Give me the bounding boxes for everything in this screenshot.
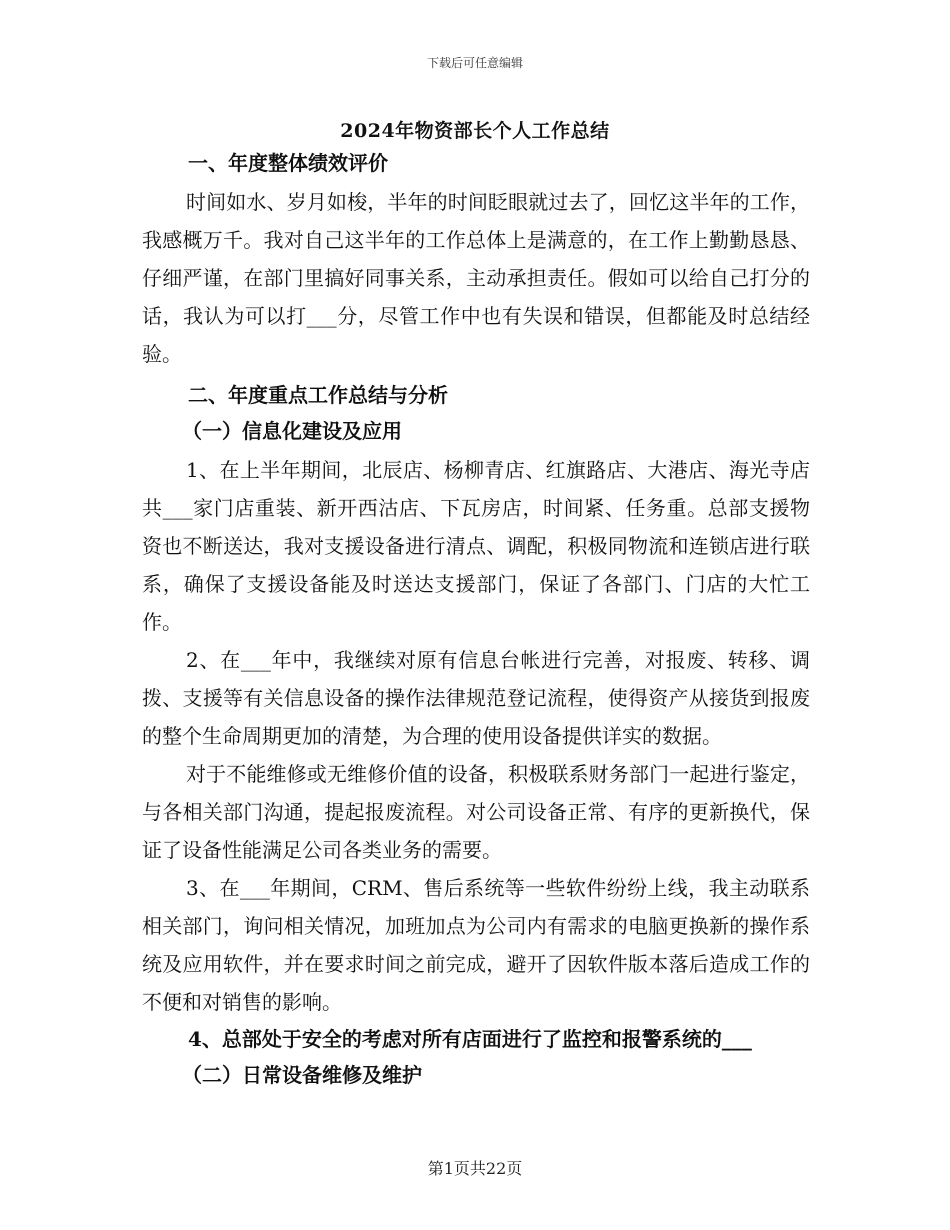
- page-header: 下载后可任意编辑: [426, 56, 523, 70]
- bold-paragraph: 4、总部处于安全的考虑对所有店面进行了监控和报警系统的___: [188, 1027, 752, 1051]
- paragraph: 3、在___年期间，CRM、售后系统等一些软件纷纷上线，我主动联系相关部门，询问相关情况，加班加点为公司内有需求的电脑更换新的操作系统及应用软件，并在要求时间之前完成，避开了因软件版本落后造成工作的不便和对销售的影响。: [142, 876, 810, 1014]
- subsection-heading-1: （一）信息化建设及应用: [182, 419, 402, 443]
- document-body: [142, 147, 810, 1095]
- paragraph: 1、在上半年期间，北辰店、杨柳青店、红旗路店、大港店、海光寺店共___家门店重装、新开西沽店、下瓦房店，时间紧、任务重。总部支援物资也不断送达，我对支援设备进行清点、调配，积极同物流和连锁店进行联系，确保了支援设备能及时送达支援部门，保证了各部门、门店的大忙工作。: [142, 458, 810, 634]
- paragraph: 对于不能维修或无维修价值的设备，积极联系财务部门一起进行鉴定，与各相关部门沟通，提起报废流程。对公司设备正常、有序的更新换代，保证了设备性能满足公司各类业务的需要。: [142, 762, 810, 862]
- subsection-heading-2: （二）日常设备维修及维护: [182, 1063, 422, 1087]
- document-title: 2024年物资部长个人工作总结: [340, 120, 610, 142]
- page-footer: 第1页共22页: [427, 1159, 523, 1178]
- section-heading-2: 二、年度重点工作总结与分析: [188, 383, 448, 407]
- paragraph: 2、在___年中，我继续对原有信息台帐进行完善，对报废、转移、调拨、支援等有关信息设备的操作法律规范登记流程，使得资产从接货到报废的整个生命周期更加的清楚，为合理的使用设备提供详实的数据。: [142, 648, 810, 748]
- section-heading-1: 一、年度整体绩效评价: [188, 151, 388, 175]
- paragraph: 时间如水、岁月如梭，半年的时间眨眼就过去了，回忆这半年的工作，我感概万千。我对自己这半年的工作总体上是满意的，在工作上勤勤恳恳、仔细严谨，在部门里搞好同事关系，主动承担责任。假如可以给自己打分的话，我认为可以打___分，尽管工作中也有失误和错误，但都能及时总结经验。: [142, 190, 810, 366]
